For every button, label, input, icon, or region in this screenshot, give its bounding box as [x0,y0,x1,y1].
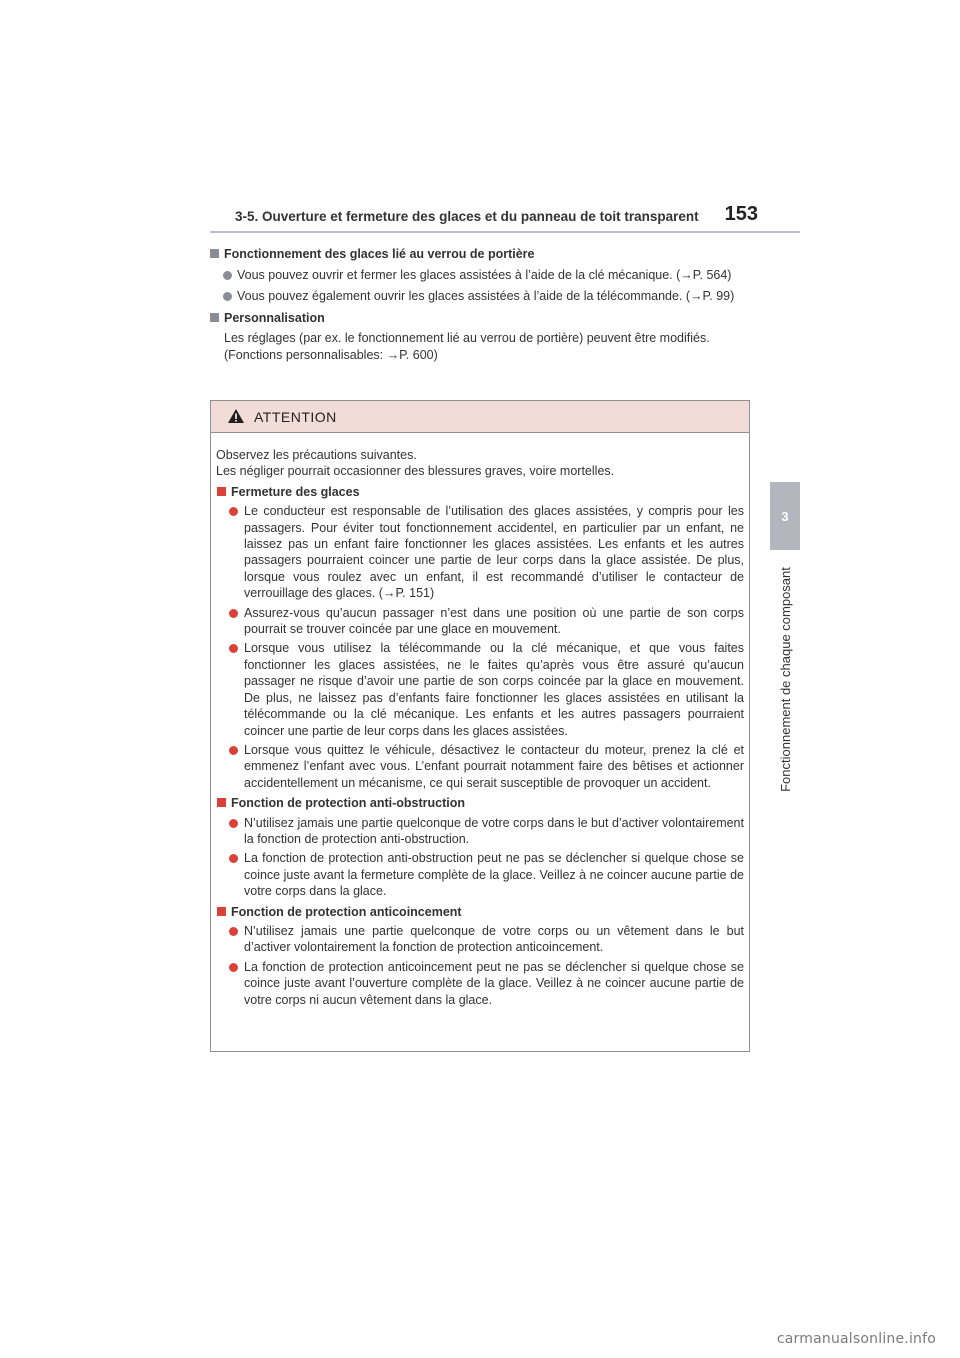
square-bullet-icon [210,249,219,258]
circle-bullet-icon [223,292,232,301]
warning-header [211,401,749,433]
list-item: Vous pouvez également ouvrir les glaces assistées à l’aide de la télécommande. (→P. 99) [210,288,755,305]
warning-section-heading: Fonction de protection anti-obstruction [216,795,744,811]
circle-bullet-icon [229,854,238,863]
circle-bullet-icon [223,271,232,280]
warning-box [210,400,750,1052]
warning-section-heading: Fonction de protection anticoincement [216,904,744,920]
circle-bullet-icon [229,927,238,936]
list-item: La fonction de protection anti-obstruction peut ne pas se déclencher si quelque chose se coince juste avant la fermeture complète de la glace. Veillez à ne coincer aucune partie de votre corps dans la glace. [216,850,744,899]
page-number: 153 [724,203,758,225]
paragraph: Les réglages (par ex. le fonctionnement lié au verrou de portière) peuvent être modifiés. (Fonctions personnalisables: →P. 600) [224,331,710,362]
warning-title: ATTENTION [254,409,337,425]
circle-bullet-icon [229,819,238,828]
square-bullet-icon [217,907,226,916]
header-title: 3-5. Ouverture et fermeture des glaces et du panneau de toit transparent [235,209,699,224]
warning-intro: Observez les précautions suivantes. [216,448,417,462]
list-item: La fonction de protection anticoincement peut ne pas se déclencher si quelque chose se coince juste avant l’ouverture complète de la glace. Veillez à ne coincer aucune partie de votre corps ni aucun vêtement dans la glace. [216,959,744,1008]
list-item: Lorsque vous utilisez la télécommande ou la clé mécanique, et que vous faites fonctionner les glaces assistées, ne le faites qu’après vous être assuré qu’aucun passager ne risque d’avoir une partie de son corps coincée par la glace en mouvement. De plus, ne laissez pas d’enfants faire fonctionner les glaces assistées en utilisant la télécommande ou la clé mécanique. Les enfants et les autres passagers pourraient coincer une partie de leur corps dans les glaces assistées. [216,640,744,738]
chapter-number: 3 [781,508,789,524]
chapter-label: Fonctionnement de chaque composant [777,566,793,792]
list-item: Lorsque vous quittez le véhicule, désactivez le contacteur du moteur, prenez la clé et emmenez l’enfant avec vous. L’enfant pourrait notamment faire des bêtises et actionner accidentellement un mécanisme, ce qui serait susceptible de provoquer un accident. [216,742,744,791]
list-item: Assurez-vous qu’aucun passager n’est dans une position où une partie de son corps pourrait se trouver coincée par une glace en mouvement. [216,605,744,638]
circle-bullet-icon [229,609,238,618]
section-heading: Fonctionnement des glaces lié au verrou de portière [210,246,755,263]
chapter-side-label [770,556,800,802]
warning-intro: Les négliger pourrait occasionner des blessures graves, voire mortelles. [216,464,615,479]
circle-bullet-icon [229,963,238,972]
square-bullet-icon [210,313,219,322]
square-bullet-icon [217,487,226,496]
square-bullet-icon [217,798,226,807]
list-item: N’utilisez jamais une partie quelconque de votre corps dans le but d’activer volontairement la fonction de protection anti-obstruction. [216,815,744,848]
list-item: N’utilisez jamais une partie quelconque de votre corps ou un vêtement dans le but d’activer volontairement la fonction de protection anticoincement. [216,923,744,956]
section-heading: Personnalisation [210,310,755,327]
circle-bullet-icon [229,644,238,653]
list-item: Le conducteur est responsable de l’utilisation des glaces assistées, y compris pour les passagers. Pour éviter tout fonctionnement accidentel, en particulier par un enfant, ne laissez pas un enfant faire fonctionner les glaces assistées. Les enfants et les autres passagers pourraient coincer une partie de leur corps dans la glace assistée. De plus, lorsque vous roulez avec un enfant, il est recommandé d’utiliser le contacteur de verrouillage des glaces. (→P. 151) [216,503,744,601]
circle-bullet-icon [229,746,238,755]
watermark-logo: carmanualsonline.info [776,1331,936,1347]
circle-bullet-icon [229,507,238,516]
main-content [210,243,755,364]
warning-section-heading: Fermeture des glaces [216,484,744,500]
chapter-tab [770,482,800,550]
list-item: Vous pouvez ouvrir et fermer les glaces assistées à l’aide de la clé mécanique. (→P. 564) [210,267,755,284]
warning-body [211,433,749,1008]
warning-triangle-icon [227,408,245,429]
page-header [210,203,800,233]
